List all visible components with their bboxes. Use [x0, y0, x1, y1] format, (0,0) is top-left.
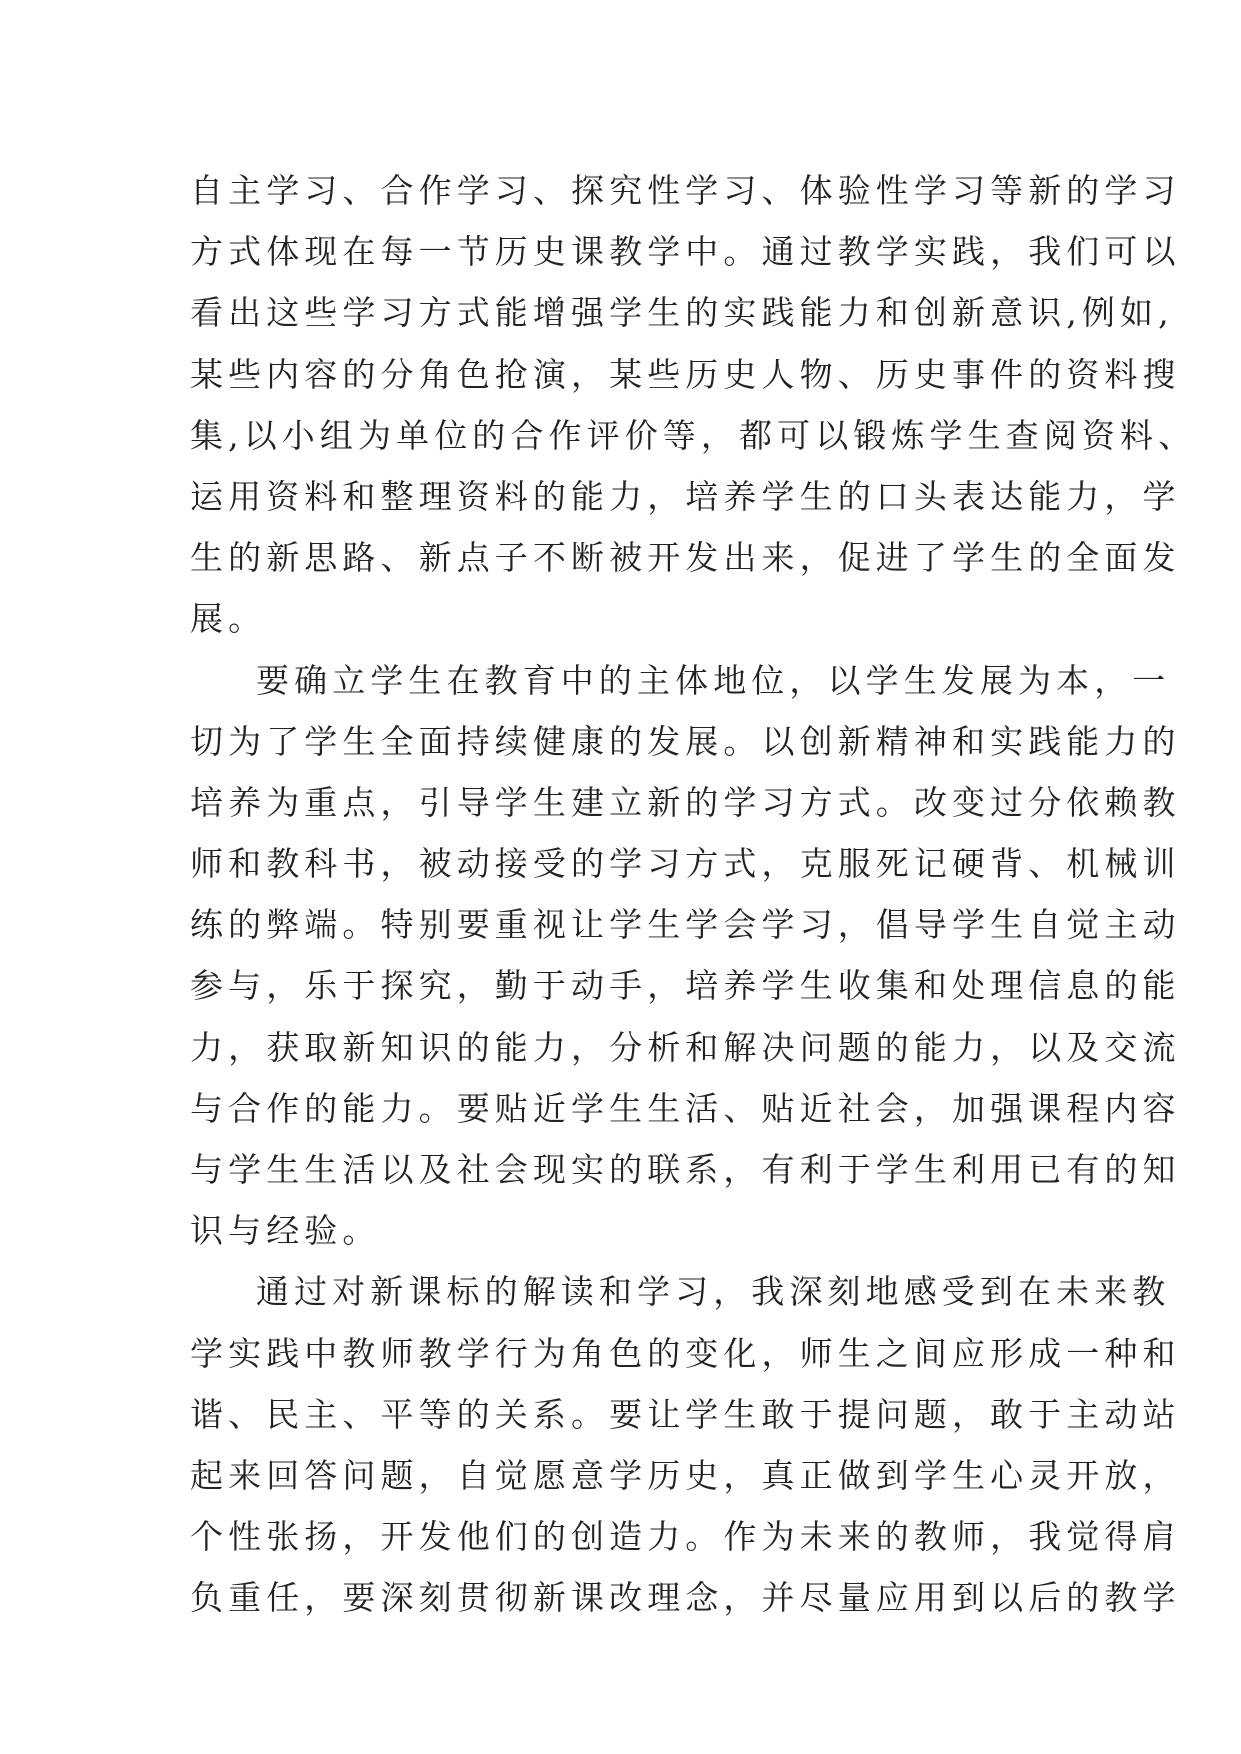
text-line: 切为了学生全面持续健康的发展。以创新精神和实践能力的: [190, 721, 1181, 761]
body-text: [190, 160, 1197, 1629]
text-line: 要确立学生在教育中的主体地位，以学生发展为本，一: [256, 660, 1171, 700]
text-line: 负重任，要深刻贯彻新课改理念，并尽量应用到以后的教学: [190, 1578, 1181, 1618]
text-line: 集,以小组为单位的合作评价等，都可以锻炼学生查阅资料、: [190, 415, 1197, 455]
text-line: 师和教科书，被动接受的学习方式，克服死记硬背、机械训: [190, 844, 1181, 884]
text-line: 练的弊端。特别要重视让学生学会学习，倡导学生自觉主动: [190, 905, 1181, 945]
text-line: 学实践中教师教学行为角色的变化，师生之间应形成一种和: [190, 1333, 1181, 1373]
text-line: 参与，乐于探究，勤于动手，培养学生收集和处理信息的能: [190, 966, 1181, 1006]
text-line: 方式体现在每一节历史课教学中。通过教学实践，我们可以: [190, 232, 1181, 272]
text-line: 培养为重点，引导学生建立新的学习方式。改变过分依赖教: [190, 782, 1181, 822]
text-line: 与学生生活以及社会现实的联系，有利于学生利用已有的知: [190, 1150, 1181, 1189]
text-line: 个性张扬，开发他们的创造力。作为未来的教师，我觉得肩: [190, 1517, 1181, 1557]
text-line: 展。: [190, 599, 267, 639]
text-line: 通过对新课标的解读和学习，我深刻地感受到在未来教: [256, 1272, 1171, 1312]
text-line: 谐、民主、平等的关系。要让学生敢于提问题，敢于主动站: [190, 1394, 1181, 1434]
text-line: 看出这些学习方式能增强学生的实践能力和创新意识,例如,: [190, 293, 1174, 333]
text-line: 自主学习、合作学习、探究性学习、体验性学习等新的学习: [190, 171, 1181, 210]
text-line: 起来回答问题，自觉愿意学历史，真正做到学生心灵开放，: [190, 1455, 1181, 1495]
text-line: 生的新思路、新点子不断被开发出来，促进了学生的全面发: [190, 538, 1181, 578]
text-line: 与合作的能力。要贴近学生生活、贴近社会，加强课程内容: [190, 1088, 1181, 1128]
text-line: 识与经验。: [190, 1211, 381, 1251]
text-line: 力，获取新知识的能力，分析和解决问题的能力，以及交流: [190, 1027, 1181, 1067]
text-line: 运用资料和整理资料的能力，培养学生的口头表达能力，学: [190, 476, 1181, 516]
text-line: 某些内容的分角色抢演，某些历史人物、历史事件的资料搜: [190, 354, 1181, 394]
